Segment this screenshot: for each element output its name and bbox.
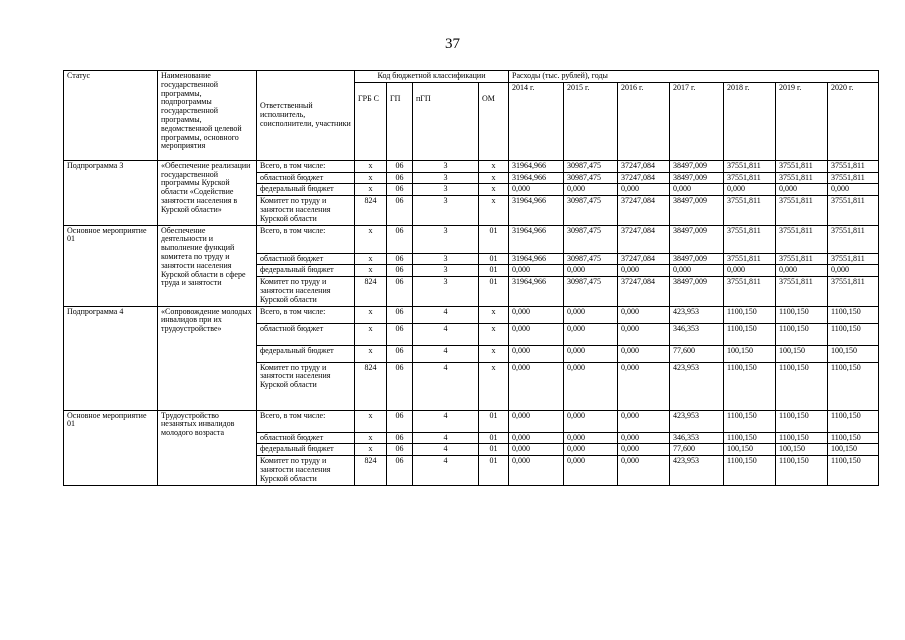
om-cell: 01: [479, 444, 509, 456]
grbs-cell: х: [355, 160, 387, 172]
amount-cell: 38497,009: [670, 196, 724, 225]
gp-cell: 06: [387, 323, 413, 345]
amount-cell: 0,000: [564, 345, 618, 362]
amount-cell: 423,953: [670, 362, 724, 410]
gp-cell: 06: [387, 456, 413, 485]
pgp-cell: 3: [413, 265, 479, 277]
amount-cell: 423,953: [670, 456, 724, 485]
amount-cell: 0,000: [564, 265, 618, 277]
header-gp: ГП: [387, 82, 413, 160]
amount-cell: 30987,475: [564, 225, 618, 253]
amount-cell: 31964,966: [509, 225, 564, 253]
amount-cell: 0,000: [670, 265, 724, 277]
om-cell: х: [479, 196, 509, 225]
amount-cell: 77,600: [670, 444, 724, 456]
amount-cell: 100,150: [776, 444, 828, 456]
amount-cell: 0,000: [618, 410, 670, 432]
amount-cell: 31964,966: [509, 172, 564, 184]
amount-cell: 37551,811: [828, 172, 879, 184]
om-cell: х: [479, 362, 509, 410]
amount-cell: 30987,475: [564, 253, 618, 265]
table-row: [64, 410, 879, 432]
pgp-cell: 3: [413, 196, 479, 225]
amount-cell: 0,000: [509, 345, 564, 362]
amount-cell: 1100,150: [724, 306, 776, 323]
executor-cell: федеральный бюджет: [257, 265, 355, 277]
executor-cell: Комитет по труду и занятости населения Курской области: [257, 277, 355, 306]
amount-cell: 0,000: [618, 306, 670, 323]
executor-cell: областной бюджет: [257, 432, 355, 444]
grbs-cell: х: [355, 184, 387, 196]
amount-cell: 30987,475: [564, 196, 618, 225]
status-cell: Подпрограмма 4: [64, 306, 158, 410]
table-body: [64, 160, 879, 485]
executor-cell: Комитет по труду и занятости населения Курской области: [257, 196, 355, 225]
amount-cell: 0,000: [564, 456, 618, 485]
executor-cell: Всего, в том числе:: [257, 410, 355, 432]
amount-cell: 31964,966: [509, 160, 564, 172]
program-name-cell: Трудоустройство незанятых инвалидов молодого возраста: [158, 410, 257, 485]
program-name-cell: «Сопровождение молодых инвалидов при их трудоустройстве»: [158, 306, 257, 410]
om-cell: х: [479, 306, 509, 323]
amount-cell: 100,150: [776, 345, 828, 362]
amount-cell: 37551,811: [776, 277, 828, 306]
gp-cell: 06: [387, 184, 413, 196]
amount-cell: 0,000: [724, 265, 776, 277]
amount-cell: 1100,150: [724, 362, 776, 410]
header-executor: Ответственный исполнитель, соисполнители, участники: [257, 71, 355, 161]
amount-cell: 0,000: [564, 432, 618, 444]
om-cell: 01: [479, 277, 509, 306]
grbs-cell: х: [355, 432, 387, 444]
amount-cell: 38497,009: [670, 253, 724, 265]
amount-cell: 0,000: [670, 184, 724, 196]
amount-cell: 423,953: [670, 410, 724, 432]
header-program-name: Наименование государственной программы, подпрограммы государственной программы, ведомственной целевой программы, основного мероприятия: [158, 71, 257, 161]
gp-cell: 06: [387, 196, 413, 225]
executor-cell: областной бюджет: [257, 323, 355, 345]
pgp-cell: 3: [413, 277, 479, 306]
pgp-cell: 4: [413, 444, 479, 456]
amount-cell: 0,000: [564, 362, 618, 410]
om-cell: 01: [479, 225, 509, 253]
pgp-cell: 4: [413, 323, 479, 345]
amount-cell: 37551,811: [776, 160, 828, 172]
amount-cell: 0,000: [828, 265, 879, 277]
status-cell: Основное мероприятие 01: [64, 225, 158, 306]
amount-cell: 31964,966: [509, 196, 564, 225]
table-row: [64, 225, 879, 253]
amount-cell: 0,000: [776, 184, 828, 196]
amount-cell: 1100,150: [724, 432, 776, 444]
amount-cell: 1100,150: [724, 456, 776, 485]
grbs-cell: х: [355, 345, 387, 362]
grbs-cell: 824: [355, 362, 387, 410]
pgp-cell: 3: [413, 225, 479, 253]
amount-cell: 37551,811: [724, 225, 776, 253]
amount-cell: 0,000: [618, 456, 670, 485]
amount-cell: 37551,811: [828, 225, 879, 253]
header-year: 2020 г.: [828, 82, 879, 160]
amount-cell: 1100,150: [724, 323, 776, 345]
om-cell: 01: [479, 456, 509, 485]
amount-cell: 0,000: [618, 345, 670, 362]
grbs-cell: х: [355, 306, 387, 323]
amount-cell: 77,600: [670, 345, 724, 362]
grbs-cell: 824: [355, 277, 387, 306]
gp-cell: 06: [387, 410, 413, 432]
header-year: 2014 г.: [509, 82, 564, 160]
amount-cell: 1100,150: [828, 306, 879, 323]
amount-cell: 423,953: [670, 306, 724, 323]
amount-cell: 0,000: [618, 362, 670, 410]
pgp-cell: 3: [413, 184, 479, 196]
amount-cell: 31964,966: [509, 253, 564, 265]
amount-cell: 1100,150: [828, 362, 879, 410]
executor-cell: Комитет по труду и занятости населения Курской области: [257, 456, 355, 485]
gp-cell: 06: [387, 253, 413, 265]
amount-cell: 346,353: [670, 432, 724, 444]
grbs-cell: х: [355, 225, 387, 253]
amount-cell: 0,000: [509, 362, 564, 410]
amount-cell: 37551,811: [776, 225, 828, 253]
amount-cell: 100,150: [828, 444, 879, 456]
amount-cell: 1100,150: [828, 456, 879, 485]
amount-cell: 1100,150: [828, 432, 879, 444]
executor-cell: федеральный бюджет: [257, 444, 355, 456]
amount-cell: 37551,811: [724, 172, 776, 184]
header-status: Статус: [64, 71, 158, 161]
pgp-cell: 3: [413, 172, 479, 184]
amount-cell: 37551,811: [828, 160, 879, 172]
program-name-cell: «Обеспечение реализации государственной программы Курской области «Содействие занятости населения в Курской области»: [158, 160, 257, 225]
grbs-cell: х: [355, 172, 387, 184]
amount-cell: 37247,084: [618, 277, 670, 306]
amount-cell: 100,150: [724, 345, 776, 362]
gp-cell: 06: [387, 172, 413, 184]
amount-cell: 38497,009: [670, 277, 724, 306]
amount-cell: 1100,150: [776, 323, 828, 345]
amount-cell: 1100,150: [776, 456, 828, 485]
amount-cell: 37551,811: [724, 277, 776, 306]
amount-cell: 0,000: [618, 432, 670, 444]
amount-cell: 0,000: [564, 444, 618, 456]
header-year: 2019 г.: [776, 82, 828, 160]
executor-cell: Всего, в том числе:: [257, 306, 355, 323]
amount-cell: 1100,150: [776, 362, 828, 410]
header-year: 2015 г.: [564, 82, 618, 160]
om-cell: 01: [479, 253, 509, 265]
amount-cell: 1100,150: [776, 306, 828, 323]
grbs-cell: х: [355, 444, 387, 456]
grbs-cell: 824: [355, 456, 387, 485]
amount-cell: 346,353: [670, 323, 724, 345]
executor-cell: федеральный бюджет: [257, 184, 355, 196]
grbs-cell: х: [355, 410, 387, 432]
amount-cell: 1100,150: [776, 432, 828, 444]
header-expenses-group: Расходы (тыс. рублей), годы: [509, 71, 879, 83]
amount-cell: 0,000: [509, 184, 564, 196]
gp-cell: 06: [387, 362, 413, 410]
amount-cell: 100,150: [828, 345, 879, 362]
amount-cell: 30987,475: [564, 160, 618, 172]
amount-cell: 37551,811: [828, 196, 879, 225]
amount-cell: 0,000: [828, 184, 879, 196]
om-cell: 01: [479, 410, 509, 432]
amount-cell: 37551,811: [724, 196, 776, 225]
amount-cell: 37247,084: [618, 160, 670, 172]
amount-cell: 38497,009: [670, 172, 724, 184]
table-row: [64, 306, 879, 323]
pgp-cell: 3: [413, 160, 479, 172]
amount-cell: 37247,084: [618, 225, 670, 253]
amount-cell: 37247,084: [618, 196, 670, 225]
status-cell: Основное мероприятие 01: [64, 410, 158, 485]
grbs-cell: 824: [355, 196, 387, 225]
amount-cell: 37551,811: [776, 253, 828, 265]
om-cell: х: [479, 345, 509, 362]
page-number: 37: [445, 36, 460, 52]
gp-cell: 06: [387, 265, 413, 277]
amount-cell: 0,000: [618, 265, 670, 277]
amount-cell: 0,000: [564, 306, 618, 323]
amount-cell: 0,000: [618, 444, 670, 456]
om-cell: х: [479, 184, 509, 196]
executor-cell: областной бюджет: [257, 253, 355, 265]
amount-cell: 0,000: [564, 323, 618, 345]
amount-cell: 37247,084: [618, 172, 670, 184]
header-om: ОМ: [479, 82, 509, 160]
amount-cell: 0,000: [776, 265, 828, 277]
amount-cell: 1100,150: [724, 410, 776, 432]
executor-cell: Всего, в том числе:: [257, 160, 355, 172]
amount-cell: 38497,009: [670, 160, 724, 172]
amount-cell: 37551,811: [724, 160, 776, 172]
amount-cell: 37551,811: [776, 196, 828, 225]
executor-cell: федеральный бюджет: [257, 345, 355, 362]
executor-cell: Всего, в том числе:: [257, 225, 355, 253]
table-row: [64, 160, 879, 172]
program-name-cell: Обеспечение деятельности и выполнение функций комитета по труду и занятости населения Курской области в сфере труда и занятости: [158, 225, 257, 306]
gp-cell: 06: [387, 345, 413, 362]
amount-cell: 0,000: [509, 265, 564, 277]
executor-cell: областной бюджет: [257, 172, 355, 184]
om-cell: 01: [479, 265, 509, 277]
amount-cell: 30987,475: [564, 172, 618, 184]
om-cell: 01: [479, 432, 509, 444]
pgp-cell: 4: [413, 306, 479, 323]
header-year: 2017 г.: [670, 82, 724, 160]
amount-cell: 30987,475: [564, 277, 618, 306]
header-year: 2016 г.: [618, 82, 670, 160]
amount-cell: 100,150: [724, 444, 776, 456]
amount-cell: 0,000: [564, 410, 618, 432]
amount-cell: 0,000: [509, 432, 564, 444]
gp-cell: 06: [387, 225, 413, 253]
amount-cell: 37551,811: [724, 253, 776, 265]
pgp-cell: 4: [413, 362, 479, 410]
amount-cell: 0,000: [618, 184, 670, 196]
header-year: 2018 г.: [724, 82, 776, 160]
amount-cell: 31964,966: [509, 277, 564, 306]
amount-cell: 0,000: [724, 184, 776, 196]
pgp-cell: 4: [413, 456, 479, 485]
pgp-cell: 3: [413, 253, 479, 265]
header-pgp: пГП: [413, 82, 479, 160]
amount-cell: 1100,150: [828, 410, 879, 432]
amount-cell: 0,000: [509, 456, 564, 485]
pgp-cell: 4: [413, 432, 479, 444]
amount-cell: 0,000: [509, 323, 564, 345]
om-cell: х: [479, 160, 509, 172]
gp-cell: 06: [387, 444, 413, 456]
grbs-cell: х: [355, 323, 387, 345]
header-bcc-group: Код бюджетной классификации: [355, 71, 509, 83]
amount-cell: 0,000: [564, 184, 618, 196]
grbs-cell: х: [355, 253, 387, 265]
pgp-cell: 4: [413, 410, 479, 432]
pgp-cell: 4: [413, 345, 479, 362]
executor-cell: Комитет по труду и занятости населения Курской области: [257, 362, 355, 410]
amount-cell: 38497,009: [670, 225, 724, 253]
amount-cell: 37551,811: [776, 172, 828, 184]
status-cell: Подпрограмма 3: [64, 160, 158, 225]
amount-cell: 1100,150: [776, 410, 828, 432]
amount-cell: 37551,811: [828, 277, 879, 306]
gp-cell: 06: [387, 160, 413, 172]
om-cell: х: [479, 323, 509, 345]
grbs-cell: х: [355, 265, 387, 277]
budget-table: [63, 70, 879, 486]
amount-cell: 37551,811: [828, 253, 879, 265]
amount-cell: 0,000: [509, 444, 564, 456]
om-cell: х: [479, 172, 509, 184]
gp-cell: 06: [387, 432, 413, 444]
header-grbs: ГРБ С: [355, 82, 387, 160]
amount-cell: 0,000: [618, 323, 670, 345]
amount-cell: 1100,150: [828, 323, 879, 345]
gp-cell: 06: [387, 277, 413, 306]
amount-cell: 0,000: [509, 306, 564, 323]
amount-cell: 37247,084: [618, 253, 670, 265]
amount-cell: 0,000: [509, 410, 564, 432]
gp-cell: 06: [387, 306, 413, 323]
